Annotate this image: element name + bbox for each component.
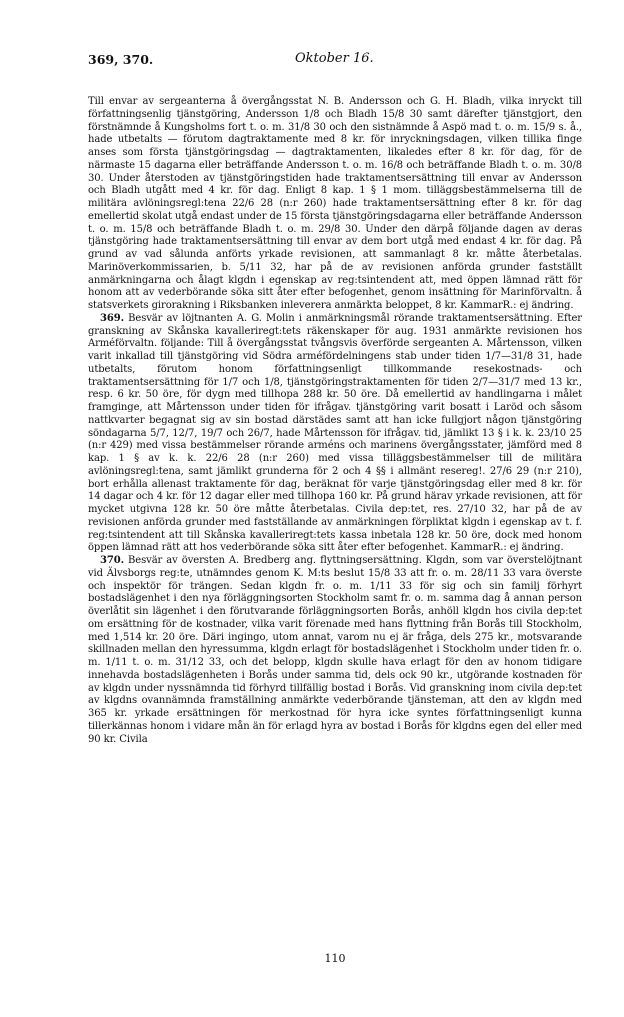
paragraph-text: Besvär av löjtnanten A. G. Molin i anmärkningsmål rörande traktamentsersättning. Efter granskning av Skånska kavalleriregt:tets räkenskaper för aug. 1931 anmärkte revisionen hos Arméförvaltn. följande: Till å övergångsstat tvångsvis överförde sergeanten A. Mårtensson, vilken varit inkallad till tjänstgöring vid Södra arméfördelningens stab under tiden 1/7—31/8 31, hade utbetalts, förutom honom författningsenligt tillkommande resekostnads- och traktamentsersättning för 1/7 och 1/8, tjänstgöringstraktamenten för tiden 2/7—31/7 med 13 kr., resp. 6 kr. 50 öre, för dygn med tillhopa 288 kr. 50 öre. Då emellertid av handlingarna i målet framginge, att Mårtensson under tiden för ifrågav. tjänstgöring varit bosatt i Laröd och såsom nattkvarter begagnat sig av sin bostad därstädes samt att han icke fullgjort någon tjänstgöring söndagarna 5/7, 12/7, 19/7 och 26/7, hade Mårtensson för ifrågav. tid, jämlikt 13 § i k. k. 23/10 25 (n:r 429) med vissa bestämmelser rörande arméns och marinens övergångsstater, jämförd med 8 kap. 1 § av k. k. 22/6 28 (n:r 260) med vissa tilläggsbestämmelser till de militära avlöningsregl:tena, samt jämlikt grunderna för 2 och 4 §§ i allmänt resereg!. 27/6 29 (n:r 210), bort erhålla allenast traktamente för dag, beräknat för varje tjänstgöringsdag eller med 8 kr. för 14 dagar och 4 kr. för 12 dagar eller med tillhopa 160 kr. På grund härav yrkade revisionen, att för mycket utgivna 128 kr. 50 öre måtte återbetalas. Civila dep:tet, res. 27/10 32, har på de av revisionen anförda grunder med fastställande av anmärkningen förpliktat klgdn i egenskap av t. f. reg:tsintendent att till Skånska kavalleriregt:tets kassa inbetala 128 kr. 50 öre, dock med honom öppen lämnad rätt att hos vederbörande söka sitt åter efter befogenhet. KammarR.: ej ändring. xyxy=(88,312,582,554)
paragraph-text: Till envar av sergeanterna å övergångsstat N. B. Andersson och G. H. Bladh, vilka inryckt till författningsenlig tjänstgöring, Andersson 1/8 och Bladh 15/8 30 samt därefter tjänstgjort, den förstnämnde å Kungsholms fort t. o. m. 31/8 30 och den sistnämnde å Aspö mad t. o. m. 15/9 s. å., hade utbetalts — förutom dagtraktamente med 8 kr. för inryckningsdagen, vilken tillika finge anses som första tjänstgöringsdag — dagtraktamenten, likaledes efter 8 kr. för dag, för de närmaste 15 dagarna eller beträffande Andersson t. o. m. 16/8 och beträffande Bladh t. o. m. 30/8 30. Under återstoden av tjänstgöringstiden hade traktamentsersättning till envar av Andersson och Bladh utgått med 4 kr. för dag. Enligt 8 kap. 1 § 1 mom. tilläggsbestämmelserna till de militära avlöningsregl:tena 22/6 28 (n:r 260) hade traktamentsersättning efter 8 kr. för dag emellertid skolat utgå endast under de 15 första tjänstgöringsdagarna eller beträffande Andersson t. o. m. 15/8 och beträffande Bladh t. o. m. 29/8 30. Under den därpå följande dagen av deras tjänstgöring hade traktamentsersättning till envar av dem bort utgå med endast 4 kr. för dag. På grund av vad sålunda anförts yrkade revisionen, att sammanlagt 8 kr. måtte återbetalas. Marinöverkommissarien, b. 5/11 32, har på de av revisionen anförda grunder fastställt anmärkningarna och ålagt klgdn i egenskap av reg:tsintendent att, med öppen lämnad rätt för honom att av vederbörande söka sitt åter efter befogenhet, genom insättning för Marinförvaltn. å statsverkets girorakning i Riksbanken inleverera anmärkta beloppet, 8 kr. KammarR.: ej ändring. xyxy=(88,96,582,311)
section-range: 369, 370. xyxy=(88,52,154,67)
paragraph-intro xyxy=(88,96,582,313)
section-number: 370. xyxy=(100,555,124,566)
body-text xyxy=(88,96,582,746)
paragraph-369 xyxy=(88,313,582,555)
header-date: Oktober 16. xyxy=(295,51,374,66)
page-number: 110 xyxy=(324,952,346,965)
paragraph-370 xyxy=(88,555,582,746)
paragraph-text: Besvär av översten A. Bredberg ang. flyttningsersättning. Klgdn, som var överstelöjtnant vid Älvsborgs reg:te, utnämndes genom K. M:ts beslut 15/8 33 att fr. o. m. 28/11 33 vara överste och inspektör för trängen. Sedan klgdn fr. o. m. 1/11 33 för sig och sin familj förhyrt bostadslägenhet i den nya förläggningsorten Stockholm samt fr. o. m. samma dag å annan person överlåtit sin lägenhet i den förutvarande förläggningsorten Borås, anhöll klgdn hos civila dep:tet om ersättning för de kostnader, vilka varit förenade med hans flyttning från Borås till Stockholm, med 1,514 kr. 20 öre. Däri ingingo, utom annat, varom nu ej är fråga, dels 275 kr., motsvarande skillnaden mellan den hyressumma, klgdn erlagt för bostadslägenhet i Stockholm under tiden fr. o. m. 1/11 t. o. m. 31/12 33, och det belopp, klgdn skulle hava erlagt för den av honom tidigare innehavda bostadslägenheten i Borås under samma tid, dels ock 90 kr., utgörande kostnaden för av klgdn under nyssnämnda tid förhyrd tillfällig bostad i Borås. Vid granskning inom civila dep:tet av klgdns ovannämnda framställning anmärkte vederbörande tjänsteman, att den av klgdn med 365 kr. yrkade ersättningen för merkostnad för hyra icke syntes författningsenligt kunna tillerkännas honom i vidare mån än för erlagd hyra av bostad i Borås för klgdns egen del eller med 90 kr. Civila xyxy=(88,555,582,745)
running-header xyxy=(88,50,582,72)
document-page xyxy=(88,50,582,965)
section-number: 369. xyxy=(100,312,124,324)
